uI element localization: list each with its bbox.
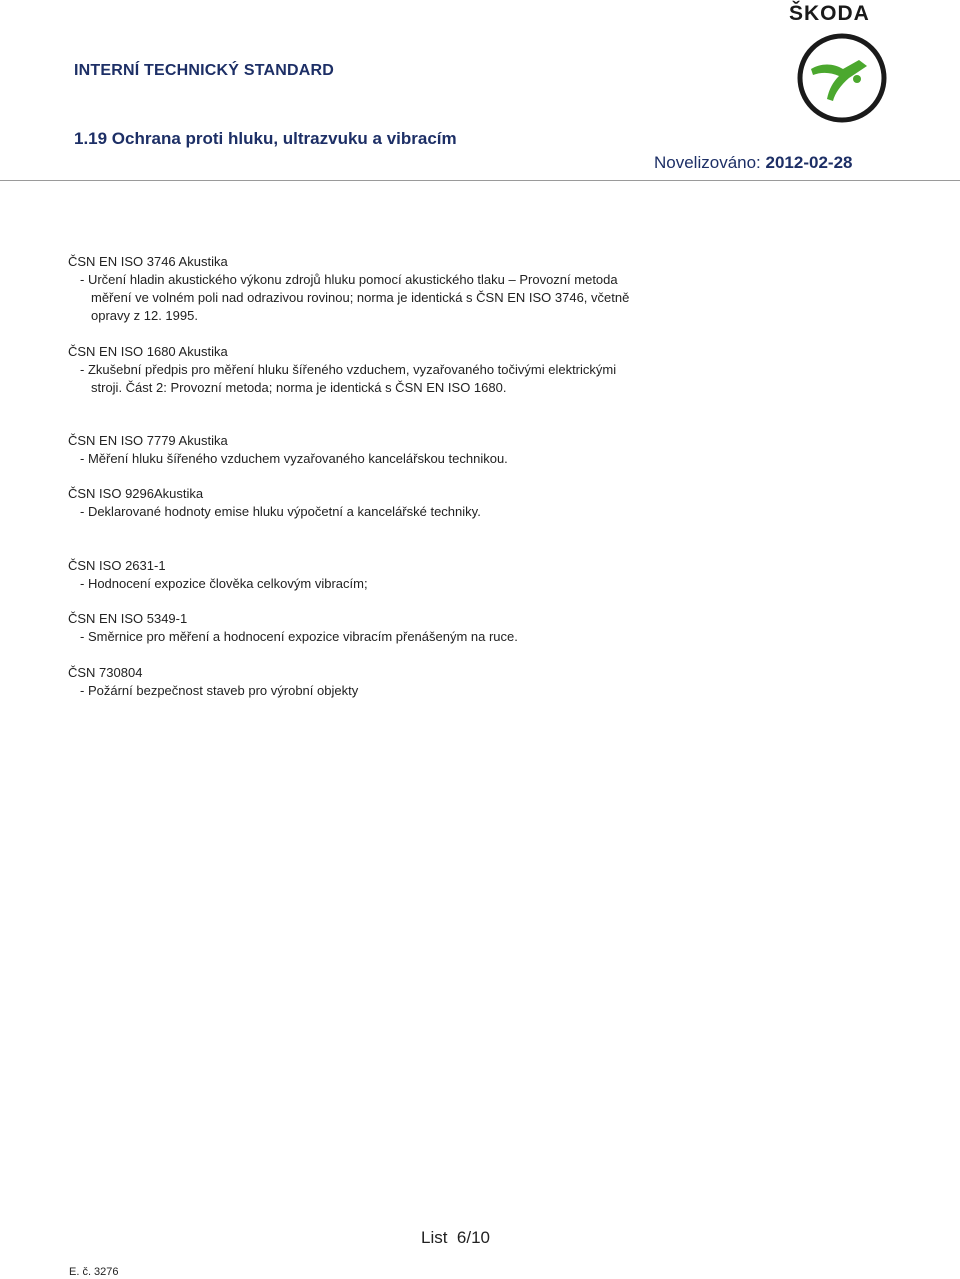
- standard-description: - Měření hluku šířeného vzduchem vyzařovaného kancelářskou technikou.: [80, 451, 508, 466]
- standard-entry: [68, 432, 648, 468]
- standard-title: ČSN 730804: [68, 665, 143, 680]
- standard-description: - Zkušební předpis pro měření hluku šířeného vzduchem, vyzařovaného točivými elektrickými stroji. Část 2: Provozní metoda; norma je identická s ČSN EN ISO 1680.: [80, 362, 617, 395]
- header-divider: [0, 180, 960, 181]
- standard-entry: [68, 253, 648, 325]
- standard-entry: [68, 664, 648, 700]
- standard-entry: [68, 343, 628, 397]
- standard-description: - Požární bezpečnost staveb pro výrobní objekty: [80, 683, 359, 698]
- standard-title: ČSN EN ISO 7779 Akustika: [68, 433, 228, 448]
- section-title: 1.19 Ochrana proti hluku, ultrazvuku a vibracím: [74, 129, 457, 148]
- skoda-logo-icon: [797, 33, 887, 123]
- standard-description: - Směrnice pro měření a hodnocení expozice vibracím přenášeným na ruce.: [80, 629, 518, 644]
- revision-label: Novelizováno:: [654, 153, 761, 172]
- page-label: List: [421, 1228, 448, 1247]
- standard-title: ČSN EN ISO 1680 Akustika: [68, 344, 228, 359]
- standard-description: - Hodnocení expozice člověka celkovým vibracím;: [80, 576, 368, 591]
- document-number: E. č. 3276: [69, 1266, 119, 1278]
- standard-entry: [68, 485, 648, 521]
- standard-entry: [68, 557, 648, 593]
- standard-description: - Určení hladin akustického výkonu zdrojů hluku pomocí akustického tlaku – Provozní metoda měření ve volném poli nad odrazivou rovinou; norma je identická s ČSN EN ISO 3746, včetně opravy z 12. 1995.: [80, 272, 630, 323]
- standard-entry: [68, 610, 648, 646]
- brand-name: ŠKODA: [789, 2, 870, 25]
- standard-title: ČSN EN ISO 3746 Akustika: [68, 254, 228, 269]
- standard-title: ČSN EN ISO 5349-1: [68, 611, 188, 626]
- document-type: INTERNÍ TECHNICKÝ STANDARD: [74, 62, 335, 79]
- standard-title: ČSN ISO 9296Akustika: [68, 486, 204, 501]
- page-indicator: [421, 1228, 490, 1248]
- page-value: 6/10: [456, 1228, 491, 1247]
- revision-date: 2012-02-28: [765, 153, 853, 172]
- revision-info: [654, 153, 852, 173]
- standard-description: - Deklarované hodnoty emise hluku výpočetní a kancelářské techniky.: [80, 504, 481, 519]
- standard-title: ČSN ISO 2631-1: [68, 558, 166, 573]
